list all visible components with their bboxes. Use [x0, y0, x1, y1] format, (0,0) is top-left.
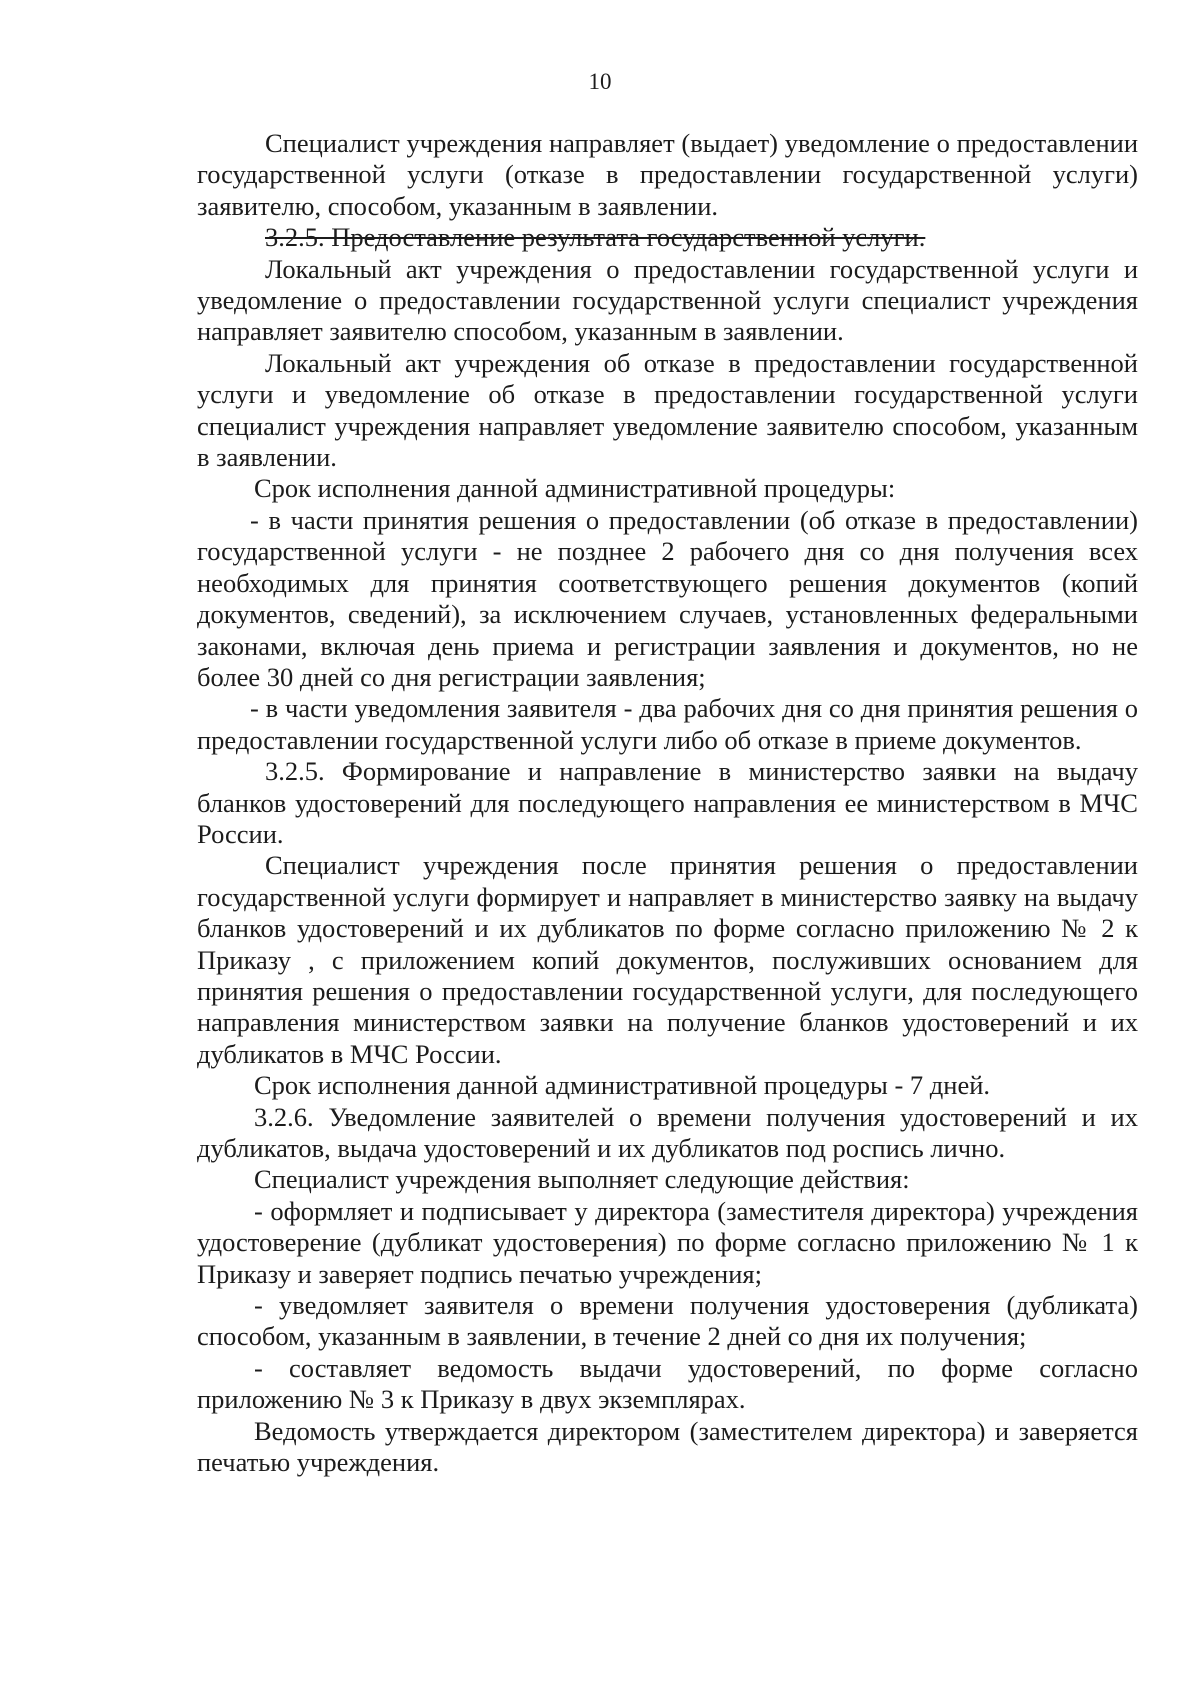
list-item-issue-register: - составляет ведомость выдачи удостоверений, по форме согласно приложению № 3 к Приказу в двух экземплярах. [197, 1352, 1138, 1415]
page-number: 10 [588, 69, 612, 94]
paragraph-notification-issue: Специалист учреждения направляет (выдает) уведомление о предоставлении государственной услуги (отказе в предоставлении государственной услуги) заявителю, способом, указанным в заявлении. [197, 128, 1138, 221]
paragraph-forms-request-details: Специалист учреждения после принятия решения о предоставлении государственной услуги формирует и направляет в министерство заявку на выдачу бланков удостоверений и их дубликатов по форме согласно приложению № 2 к Приказу , с приложением копий документов, послуживших основанием для принятия решения о предоставлении государственной услуги, для последующего направления министерством заявки на получение бланков удостоверений и их дубликатов в МЧС России. [197, 850, 1138, 1069]
document-body [197, 128, 1138, 1478]
paragraph-forms-request-deadline: Срок исполнения данной административной процедуры - 7 дней. [254, 1070, 991, 1101]
heading-3-2-5-forms-request: 3.2.5. Формирование и направление в министерство заявки на выдачу бланков удостоверений для последующего направления ее министерством в МЧС России. [197, 756, 1138, 849]
paragraph-register-approval: Ведомость утверждается директором (заместителем директора) и заверяется печатью учреждения. [197, 1415, 1138, 1478]
paragraph-struck-heading-3-2-5: 3.2.5. Предоставление результата государственной услуги. [265, 222, 926, 253]
paragraph-local-act-refused: Локальный акт учреждения об отказе в предоставлении государственной услуги и уведомление об отказе в предоставлении государственной услуги специалист учреждения направляет уведомление заявителю способом, указанным в заявлении. [197, 347, 1138, 473]
paragraph-deadline-intro: Срок исполнения данной административной процедуры: [254, 473, 896, 504]
list-item-sign-certificate: - оформляет и подписывает у директора (заместителя директора) учреждения удостоверение (дубликат удостоверения) по форме согласно приложению № 1 к Приказу и заверяет подпись печатью учреждения; [197, 1195, 1138, 1289]
list-item-notify-applicant: - уведомляет заявителя о времени получения удостоверения (дубликата) способом, указанным в заявлении, в течение 2 дней со дня их получения; [197, 1290, 1138, 1352]
heading-3-2-6-notification-issue: 3.2.6. Уведомление заявителей о времени получения удостоверений и их дубликатов, выдача удостоверений и их дубликатов под роспись лично. [197, 1101, 1138, 1163]
list-item-decision-deadline: - в части принятия решения о предоставлении (об отказе в предоставлении) государственной услуги - не позднее 2 рабочего дня со дня получения всех необходимых для принятия соответствующего решения документов (копий документов, сведений), за исключением случаев, установленных федеральными законами, включая день приема и регистрации заявления и документов, но не более 30 дней со дня регистрации заявления; [197, 504, 1138, 692]
paragraph-specialist-actions-intro: Специалист учреждения выполняет следующие действия: [254, 1164, 910, 1195]
list-item-notification-deadline: - в части уведомления заявителя - два рабочих дня со дня принятия решения о предоставлении государственной услуги либо об отказе в приеме документов. [197, 693, 1138, 755]
paragraph-local-act-granted: Локальный акт учреждения о предоставлении государственной услуги и уведомление о предоставлении государственной услуги специалист учреждения направляет заявителю способом, указанным в заявлении. [197, 253, 1138, 347]
